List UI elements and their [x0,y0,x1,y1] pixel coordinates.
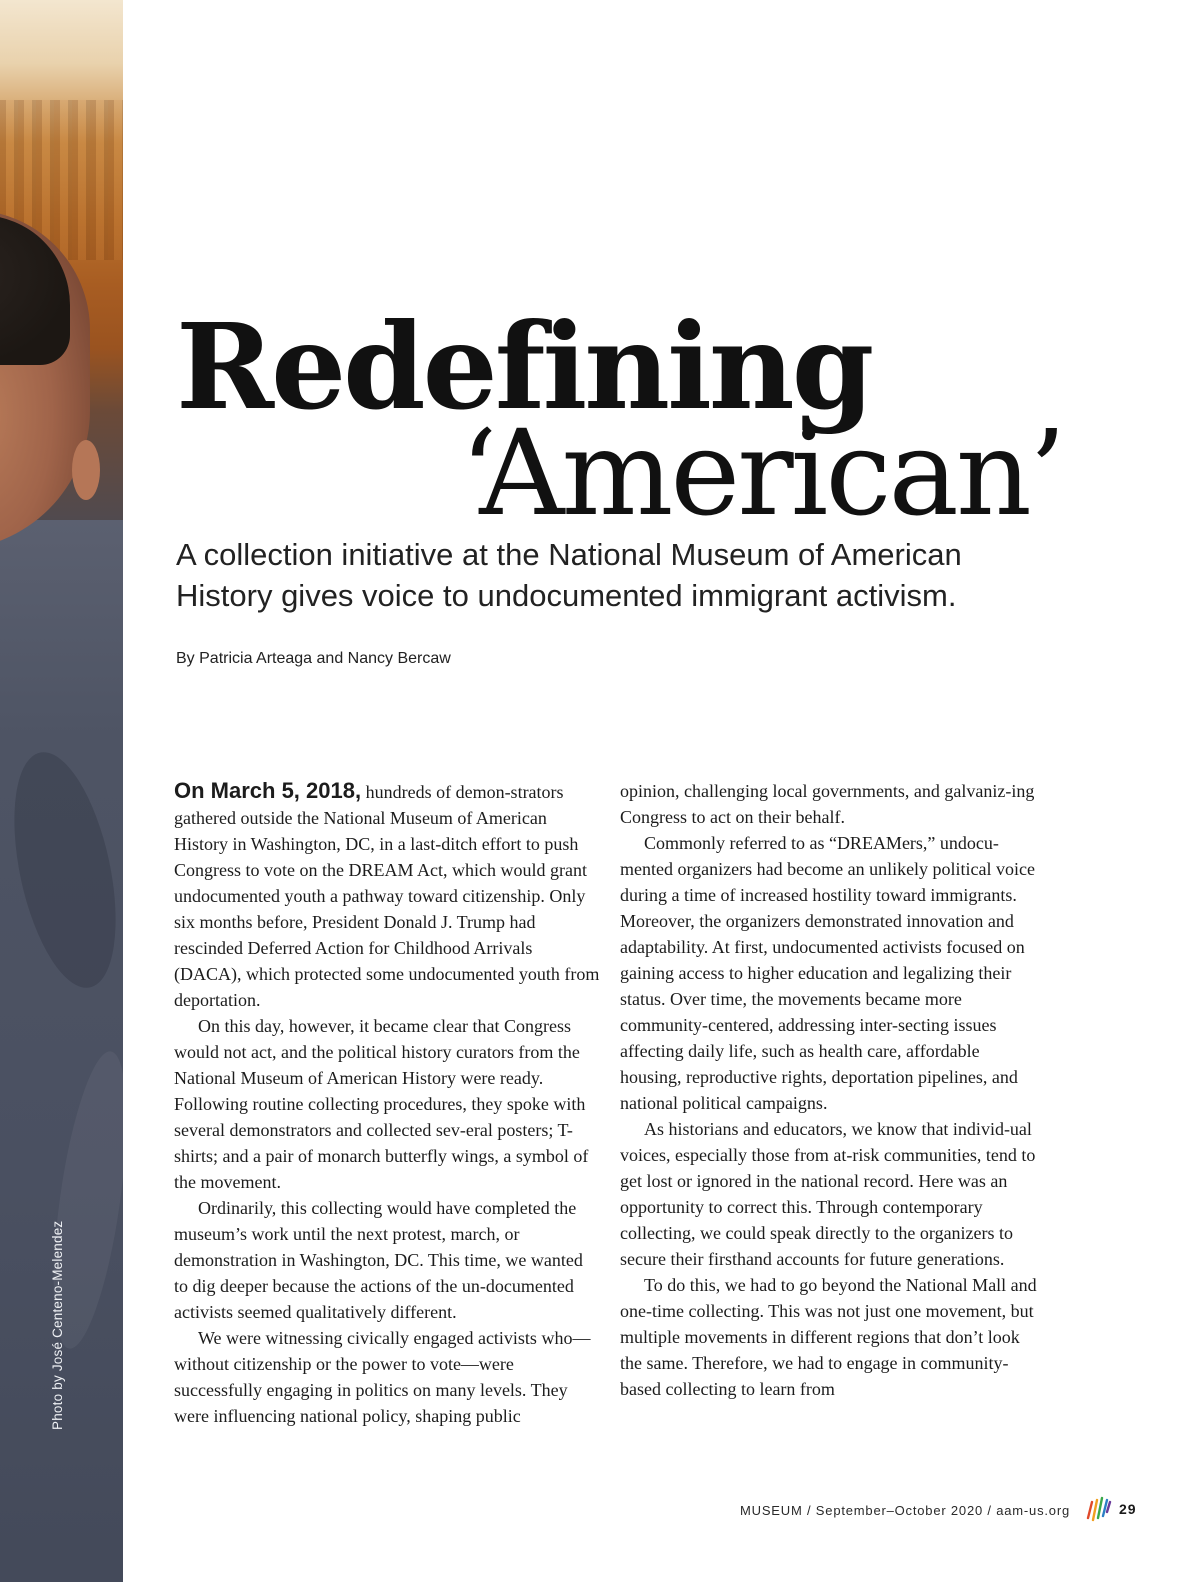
subtitle-line-1: A collection initiative at the National Museum of American [176,537,962,572]
article-title-line-1: Redefining [176,297,872,436]
paragraph: As historians and educators, we know that individ-ual voices, especially those from at-risk communities, tend to get lost or ignored in the national record. Here was an opportunity to correct this. Through contemporary collecting, we could speak directly to the organizers to secure their firsthand accounts for future generations. [620,1119,1036,1269]
footer-publication-info: MUSEUM / September–October 2020 / aam-us.org [740,1503,1070,1518]
paragraph [174,778,600,1013]
paragraph: On this day, however, it became clear that Congress would not act, and the political history curators from the National Museum of American History were ready. Following routine collecting procedures, they spoke with several demonstrators and collected sev-eral posters; T-shirts; and a pair of monarch butterfly wings, a symbol of the movement. [174,1016,589,1192]
page-number: 29 [1119,1501,1137,1517]
paragraph: Commonly referred to as “DREAMers,” undocu-mented organizers had become an unlikely political voice during a time of increased hostility toward immigrants. Moreover, the organizers demonstrated innovation and adaptability. At first, undocumented activists focused on gaining access to higher education and legalizing their status. Over time, the movements became more community-centered, addressing inter-secting issues affecting daily life, such as health care, affordable housing, reproductive rights, deportation pipelines, and national political campaigns. [620,833,1036,1113]
aam-stripes-logo-icon [1084,1494,1112,1522]
lead-in: On March 5, 2018, [174,778,362,803]
photo-ear [72,440,100,500]
paragraph: We were witnessing civically engaged activists who—without citizenship or the power to vote—were successfully engaging in politics on many levels. They were influencing national policy, shaping public [174,1328,591,1426]
paragraph: opinion, challenging local governments, and galvaniz-ing Congress to act on their behalf. [620,781,1035,827]
paragraph-text: hundreds of demon-strators gathered outside the National Museum of American History in Washington, DC, in a last-ditch effort to push Congress to vote on the DREAM Act, which would grant undocumented youth a pathway toward citizenship. Only six months before, President Donald J. Trump had rescinded Deferred Action for Childhood Arrivals (DACA), which protected some undocumented youth from deportation. [174,782,600,1010]
byline: By Patricia Arteaga and Nancy Bercaw [176,650,451,667]
subtitle-line-2: History gives voice to undocumented immigrant activism. [176,578,957,613]
paragraph: To do this, we had to go beyond the National Mall and one-time collecting. This was not just one movement, but multiple movements in different regions that don’t look the same. Therefore, we had to engage in community-based collecting to learn from [620,1275,1037,1399]
article-title-line-2: ‘American’ [460,404,1064,542]
body-column-right [620,778,1044,1402]
article-subtitle [176,534,1076,616]
body-column-left [174,778,600,1429]
photo-credit: Photo by José Centeno-Melendez [50,1220,65,1430]
paragraph: Ordinarily, this collecting would have completed the museum’s work until the next protest, march, or demonstration in Washington, DC. This time, we wanted to dig deeper because the actions of the un-documented activists seemed qualitatively different. [174,1198,583,1322]
cover-photo [0,0,123,1582]
